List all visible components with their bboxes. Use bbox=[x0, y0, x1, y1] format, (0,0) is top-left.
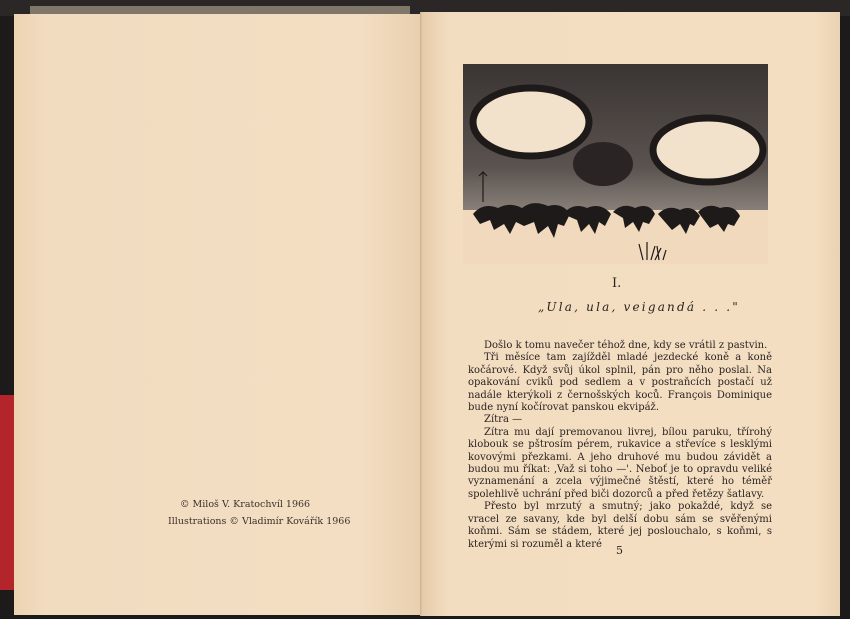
paragraph: Tři měsíce tam zajížděl mladé jezdecké koně a koně kočárové. Když svůj úkol splnil, pán pro něho poslal. Na opakování cviků pod sedlem a v postraňcích postačí už nadále kterýkoli z černošských koců. François Dominique bude nyní kočírovat panskou ekvipáž. bbox=[468, 352, 772, 414]
chapter-body-text bbox=[468, 340, 772, 551]
illustration-cloud-right bbox=[653, 118, 763, 182]
copyright-illustrations: Illustrations © Vladimír Kovářík 1966 bbox=[168, 516, 351, 527]
chapter-illustration bbox=[463, 64, 768, 264]
cover-red-band bbox=[0, 395, 14, 590]
page-number: 5 bbox=[616, 544, 623, 557]
illustration-dark-shape bbox=[573, 142, 633, 186]
copyright-author: © Miloš V. Kratochvíl 1966 bbox=[180, 499, 311, 510]
illustration-cloud-left bbox=[473, 88, 589, 156]
paragraph: Zítra mu dají premovanou livrej, bílou paruku, třírohý klobouk se pštrosím pérem, rukavice a střevíce s lesklými kovovými přezkami. A jeho druhové mu budou závidět a budou mu říkat: ‚Važ si toho —'. Neboť je to opravdu veliké vyznamenání a zcela výjimečné štěstí, které ho téměř spolehlivě uchrání před biči dozorců a před řetězy šatlavy. bbox=[468, 426, 772, 500]
paragraph: Zítra — bbox=[484, 414, 523, 426]
copyright-block bbox=[150, 496, 351, 530]
paragraph: Přesto byl mrzutý a smutný; jako pokaždé, když se vracel ze savany, kde byl delší dobu sám se svěřenými koňmi. Sám se stádem, které jej poslouchalo, s koňmi, s kterými si rozuměl a které bbox=[468, 501, 772, 550]
cover-label-strip bbox=[30, 6, 410, 14]
chapter-epigraph: „Ula, ula, veigandá . . ." bbox=[538, 300, 741, 314]
chapter-number: I. bbox=[612, 276, 622, 291]
paragraph: Došlo k tomu navečer téhož dne, kdy se vrátil z pastvin. bbox=[484, 340, 768, 351]
